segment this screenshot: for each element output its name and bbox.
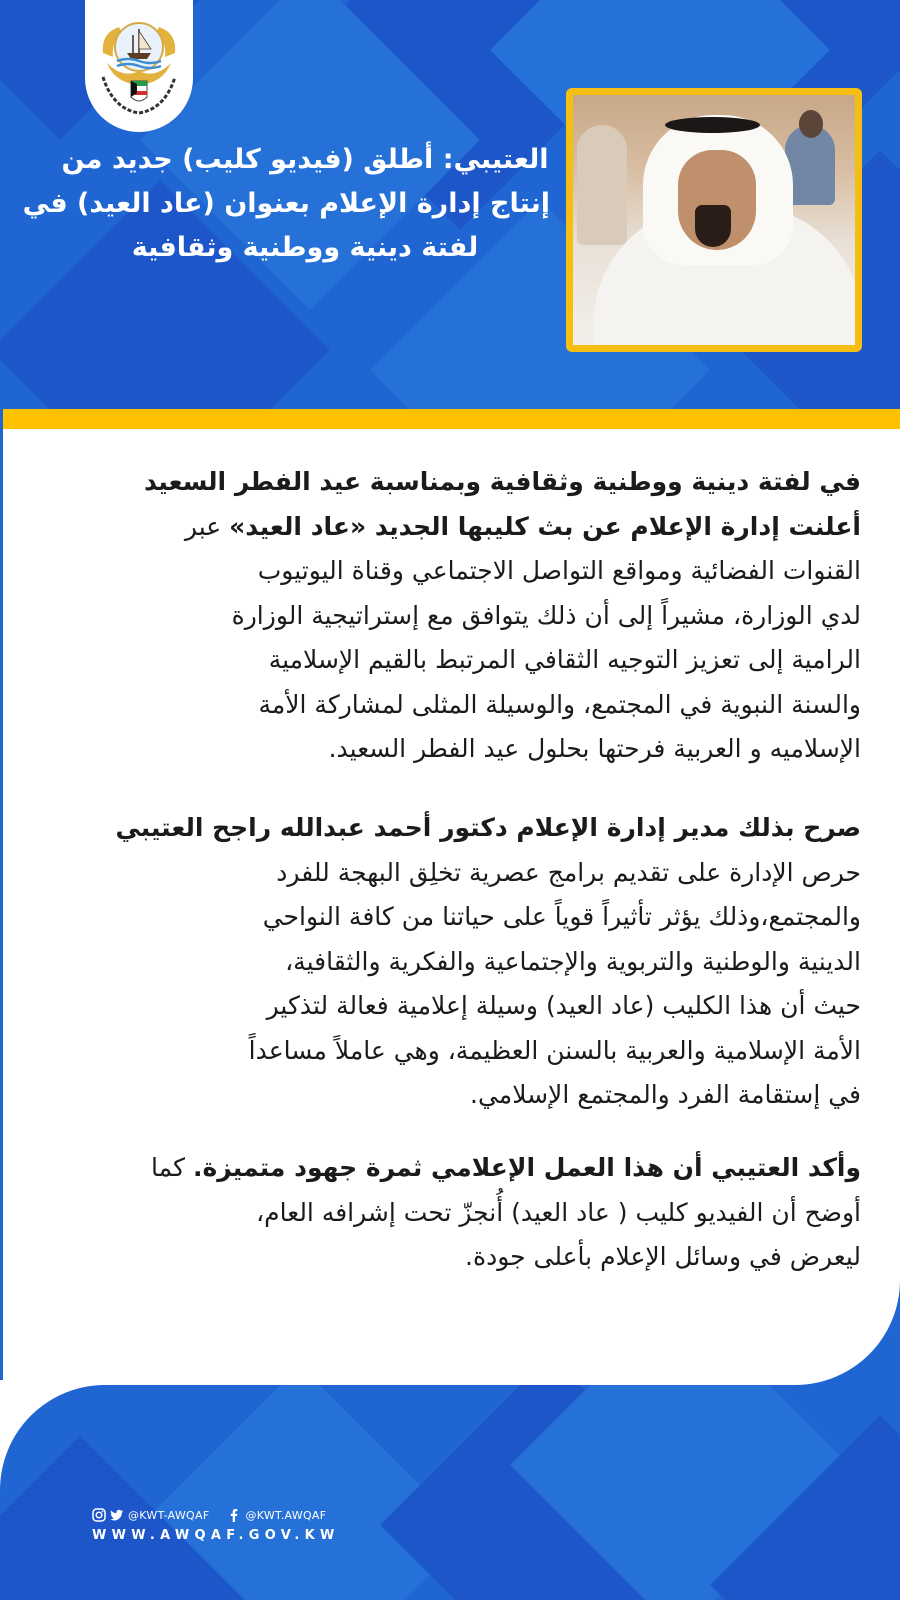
instagram-icon[interactable] (92, 1508, 106, 1522)
regular-text: في إستقامة الفرد والمجتمع الإسلامي. (470, 1080, 861, 1109)
paragraph-line (78, 460, 861, 505)
article-paragraph-3 (78, 1146, 861, 1280)
paragraph-line (78, 1073, 861, 1118)
paragraph-line (78, 1191, 861, 1236)
facebook-icon[interactable] (227, 1508, 241, 1522)
headline-line: إنتاج إدارة الإعلام بعنوان (عاد العيد) في (22, 188, 550, 219)
regular-text: القنوات الفضائية ومواقع التواصل الاجتماعي وقناة اليوتيوب (257, 556, 861, 585)
paragraph-line (78, 984, 861, 1029)
bold-text: صرح بذلك مدير إدارة الإعلام دكتور أحمد عبدالله راجح العتيبي (115, 813, 861, 842)
regular-text: حرص الإدارة على تقديم برامج عصرية تخلِق البهجة للفرد (276, 857, 861, 887)
website-link[interactable]: WWW.AWQAF.GOV.KW (92, 1528, 340, 1543)
regular-text: حيث أن هذا الكليب (عاد العيد) وسيلة إعلامية فعالة لتذكير (266, 991, 861, 1020)
regular-text: ليعرض في وسائل الإعلام بأعلى جودة. (465, 1242, 861, 1271)
regular-text: الرامية إلى تعزيز التوجيه الثقافي المرتبط بالقيم الإسلامية (268, 645, 861, 674)
paragraph-line (78, 683, 861, 728)
ministry-logo (85, 0, 193, 132)
paragraph-line (78, 505, 861, 550)
headline (22, 138, 550, 270)
paragraph-line (78, 806, 861, 851)
regular-text: لدي الوزارة، مشيراً إلى أن ذلك يتوافق مع إستراتيجية الوزارة (231, 600, 861, 630)
facebook-handle[interactable]: @KWT.AWQAF (245, 1508, 327, 1522)
paragraph-line (78, 1146, 861, 1191)
twitter-icon[interactable] (110, 1508, 124, 1522)
paragraph-line (78, 851, 861, 896)
regular-text: الإسلاميه و العربية فرحتها بحلول عيد الفطر السعيد. (328, 734, 861, 763)
twitter-instagram-handle[interactable]: @KWT-AWQAF (128, 1508, 210, 1522)
paragraph-line (78, 895, 861, 940)
bold-text: وأكد العتيبي أن هذا العمل الإعلامي ثمرة جهود متميزة. (192, 1153, 861, 1182)
agal-band (665, 117, 760, 133)
article-paragraph-1 (78, 460, 861, 772)
regular-text: والمجتمع،وذلك يؤثر تأثيراً قوياً على حياتنا من كافة النواحي (262, 902, 861, 931)
kuwait-awqaf-emblem-icon (93, 13, 185, 123)
portrait-photo (573, 95, 855, 345)
paragraph-line (78, 594, 861, 639)
footer (92, 1508, 340, 1543)
headline-line: العتيبي: أطلق (فيديو كليب) جديد من (61, 144, 549, 175)
bold-text: أعلنت إدارة الإعلام عن بث كليبها الجديد «عاد العيد» (229, 511, 861, 541)
paragraph-line (78, 1029, 861, 1074)
regular-text: عبر (184, 511, 230, 541)
bold-text: في لفتة دينية ووطنية وثقافية وبمناسبة عيد الفطر السعيد (143, 467, 861, 496)
regular-text: كما (151, 1153, 193, 1182)
portrait-photo-frame (566, 88, 862, 352)
social-handles (92, 1508, 340, 1522)
beard (695, 205, 731, 247)
article-paragraph-2 (78, 806, 861, 1118)
paragraph-line (78, 727, 861, 772)
background-figure-head (799, 110, 823, 138)
paragraph-line (78, 638, 861, 683)
background-figure (577, 125, 627, 245)
accent-bar (3, 409, 900, 429)
paragraph-line (78, 940, 861, 985)
paragraph-line (78, 549, 861, 594)
regular-text: الدينية والوطنية والتربوية والإجتماعية والفكرية والثقافية، (285, 946, 861, 976)
regular-text: والسنة النبوية في المجتمع، والوسيلة المثلى لمشاركة الأمة (258, 689, 861, 719)
regular-text: الأمة الإسلامية والعربية بالسنن العظيمة، وهي عاملاً مساعداً (248, 1035, 861, 1065)
footer-background (0, 1385, 900, 1600)
regular-text: أوضح أن الفيديو كليب ( عاد العيد) أُنجزّ تحت إشرافه العام، (256, 1197, 861, 1227)
paragraph-line (78, 1235, 861, 1280)
headline-line: لفتة دينية ووطنية وثقافية (131, 232, 479, 263)
